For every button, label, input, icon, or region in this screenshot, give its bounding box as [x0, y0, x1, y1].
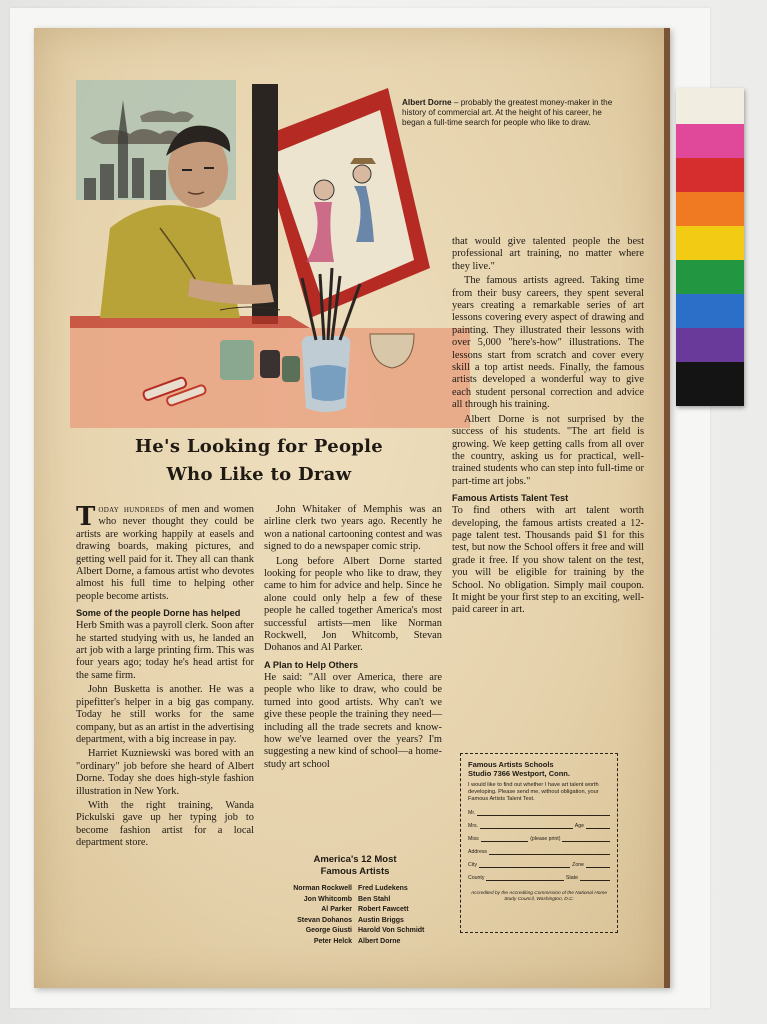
artist-name: Fred Ludekens: [358, 885, 408, 892]
subhead-talent-test: Famous Artists Talent Test: [452, 493, 569, 504]
paragraph: Harriet Kuzniewski was bored with an "ordinary" job before she heard of Albert Dorne. Today she does high-style fashion illustration in New York.: [76, 748, 254, 797]
coupon-label: Miss: [468, 836, 479, 842]
artist-name: Ben Stahl: [358, 895, 391, 903]
color-swatch: [676, 260, 744, 294]
illustration-caption: [402, 98, 617, 128]
coupon-label: Zone: [572, 862, 584, 868]
drop-cap: T: [76, 502, 96, 532]
color-swatch: [676, 294, 744, 328]
coupon-mr-line[interactable]: [468, 809, 610, 816]
subhead-people-helped: Some of the people Dorne has helped: [76, 608, 241, 619]
coupon-address-line[interactable]: [468, 848, 610, 855]
coupon-label: Age: [574, 823, 584, 829]
artist-name: Albert Dorne: [358, 937, 401, 945]
intro-paragraph: [76, 504, 254, 603]
paragraph: John Busketta is another. He was a pipefitter's helper in a big gas company. Today he still works for the same company, but as an artist in the advertising department, with a big increase in pay.: [76, 684, 254, 745]
subhead-plan: A Plan to Help Others: [264, 659, 359, 670]
intro-text: of men and women who never thought they could be artists are working happily at easels and drawing boards, making pictures, and getting well paid for it. They all can thank Albert Dorne, a famous artist who devotes almost his full time to helping other people become artists.: [76, 504, 254, 602]
artist-name: Harold Von Schmidt: [358, 927, 425, 934]
paragraph: Long before Albert Dorne started looking for people who like to draw, they came to him for advice and help. Since he alone could only help a few of these people he called together America's most successful artists—men like Norman Rockwell, Jon Whitcomb, Stevan Dohanos and Al Parker.: [264, 555, 442, 654]
paragraph: To find others with art talent worth developing, the famous artists created a 12-page talent test. Thousands paid $1 for this test, but now the School offers it free and will grade it free. If you show talent on the test, you will be eligible for training by the School. No obligation. Simply mail coupon. It might be your first step to an exciting, well-paid career in art.: [452, 505, 644, 616]
caption-text: – probably the greatest money-maker in the history of commercial art. At the height of his career, he began a full-time search for people who like to draw.: [402, 98, 613, 127]
color-swatch: [676, 158, 744, 192]
coupon-studio: Studio 7366 Westport, Conn.: [468, 769, 570, 778]
mail-coupon[interactable]: [460, 753, 618, 933]
article-column-1: [76, 504, 254, 852]
coupon-label: (please print): [530, 836, 561, 842]
famous-artists-list: [260, 854, 450, 947]
coupon-county-line[interactable]: [468, 874, 610, 881]
artist-name: Stevan Dohanos: [297, 916, 352, 924]
artist-name: Jon Whitcomb: [303, 895, 352, 903]
coupon-label: Mr.: [468, 810, 476, 816]
headline: [76, 433, 442, 489]
paragraph: The famous artists agreed. Taking time from their busy careers, they spent several years creating a remarkable series of art lessons covering every aspect of drawing and painting. They illustrated their lessons with over 5,000 "here's-how" illustrations. The lessons start from scratch and cover every skill a top artist needs. Finally, the famous artists developed a wonderful way to give each student personal correction and advice all through his training.: [452, 275, 644, 411]
coupon-city-line[interactable]: [468, 861, 610, 868]
artists-title-2: Famous Artists: [320, 866, 390, 877]
color-swatch: [676, 124, 744, 158]
comic-back-page: [34, 28, 670, 988]
color-swatch: [676, 328, 744, 362]
artist-name: Robert Fawcett: [358, 906, 409, 913]
paragraph: John Whitaker of Memphis was an airline clerk two years ago. Recently he won a national cartooning contest and was signed to do a newspaper comic strip.: [264, 504, 442, 553]
article-column-2: [264, 504, 442, 773]
artist-name: George Giusti: [305, 927, 352, 934]
coupon-mrs-line[interactable]: [468, 822, 610, 829]
artist-name: Austin Briggs: [358, 916, 404, 924]
coupon-body: I would like to find out whether I have art talent worth developing. Please send me, without obligation, your Famous Artists Talent Test.: [468, 782, 599, 802]
artists-title-1: America's 12 Most: [313, 854, 397, 865]
color-swatch: [676, 192, 744, 226]
coupon-accreditation: Accredited by the Accrediting Commission of the National Home Study Council, Washington, D.C.: [470, 891, 608, 902]
coupon-school: Famous Artists Schools: [468, 760, 554, 769]
intro-lead: oday hundreds: [98, 504, 165, 515]
coupon-miss-line[interactable]: [468, 835, 610, 842]
paragraph: With the right training, Wanda Pickulski gave up her typing job to become fashion artist for a local department store.: [76, 799, 254, 849]
headline-line-2: Who Like to Draw: [166, 464, 352, 485]
coupon-label: City: [468, 862, 477, 868]
paragraph: that would give talented people the best professional art training, no matter where they live.": [452, 236, 644, 272]
headline-line-1: He's Looking for People: [134, 436, 384, 457]
paragraph: Albert Dorne is not surprised by the success of his students. "The art field is growing. We keep getting calls from all over the country, asking us for practical, well-trained students who can step into full-time or part-time art jobs.": [452, 413, 644, 487]
article-column-3: [452, 236, 644, 619]
coupon-label: Mrs.: [468, 823, 479, 829]
coupon-label: County: [468, 875, 485, 881]
coupon-label: State: [565, 875, 578, 881]
caption-name: Albert Dorne: [402, 98, 452, 107]
color-swatch: [676, 88, 744, 124]
artist-name: Peter Helck: [313, 937, 352, 945]
color-calibration-strip: [676, 88, 744, 406]
color-swatch: [676, 362, 744, 406]
artist-names: [260, 884, 450, 947]
paragraph: He said: "All over America, there are people who like to draw, who could be turned into good artists. Why can't we give these people the training they need—including all the trade secrets and know-how we've learned over the years? I'm suggesting a new kind of school—a home-study art school: [264, 671, 442, 770]
paragraph: Herb Smith was a payroll clerk. Soon after he started studying with us, he landed an art job with a large printing firm. This was four years ago; today he's head artist for the same firm.: [76, 620, 254, 681]
coupon-label: Address: [468, 849, 488, 855]
artist-name: Norman Rockwell: [293, 885, 352, 892]
color-swatch: [676, 226, 744, 260]
albert-dorne-illustration: [70, 78, 470, 428]
artist-name: Al Parker: [321, 906, 352, 913]
